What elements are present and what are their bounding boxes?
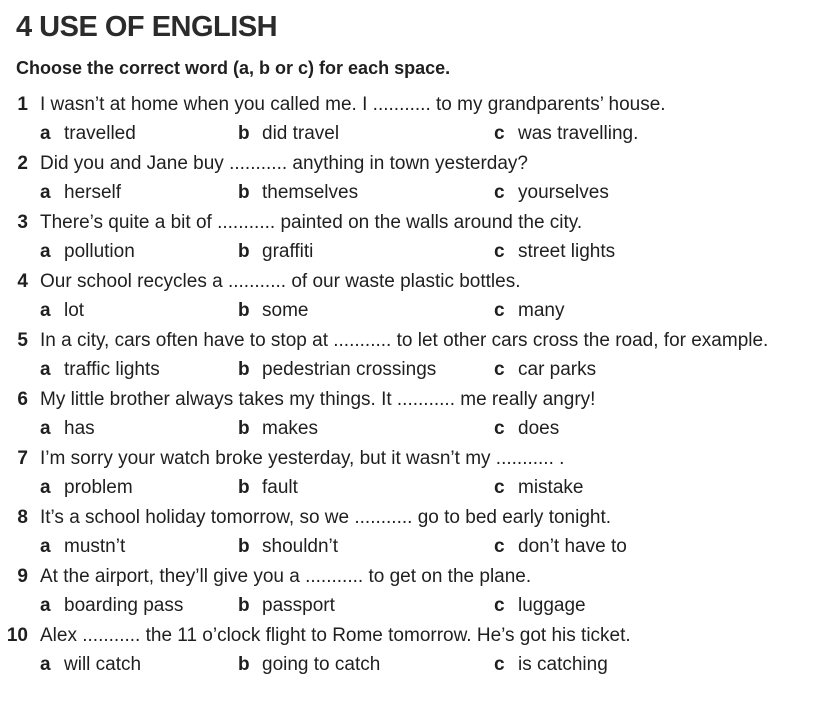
option-text: did travel xyxy=(262,123,340,144)
question-text-before: My little brother always takes my things. It xyxy=(40,389,397,410)
option-letter: a xyxy=(40,123,51,144)
option-c[interactable] xyxy=(494,238,615,265)
option-text: fault xyxy=(262,477,298,498)
question-number: 5 xyxy=(17,330,28,351)
answer-gap[interactable]: ........... xyxy=(354,507,413,528)
question-item xyxy=(0,327,834,386)
option-c[interactable] xyxy=(494,592,586,619)
option-b[interactable] xyxy=(238,120,339,147)
option-a[interactable] xyxy=(40,415,95,442)
question-text-before: I wasn’t at home when you called me. I xyxy=(40,94,373,115)
question-number: 4 xyxy=(17,271,28,292)
answer-gap[interactable]: ........... xyxy=(495,448,554,469)
question-item xyxy=(0,150,834,209)
option-text: passport xyxy=(262,595,335,616)
option-text: lot xyxy=(64,300,85,321)
question-text-after: me really angry! xyxy=(454,389,596,410)
options-line xyxy=(0,297,834,324)
option-text: makes xyxy=(262,418,318,439)
question-item xyxy=(0,386,834,445)
question-text xyxy=(40,445,564,472)
option-text: pollution xyxy=(64,241,135,262)
question-item xyxy=(0,268,834,327)
answer-gap[interactable]: ........... xyxy=(333,330,392,351)
question-text-after: of our waste plastic bottles. xyxy=(286,271,521,292)
question-text-after: to my grandparents’ house. xyxy=(430,94,666,115)
option-b[interactable] xyxy=(238,179,358,206)
question-text xyxy=(40,563,531,590)
options-line xyxy=(0,179,834,206)
option-letter: c xyxy=(494,182,505,203)
option-c[interactable] xyxy=(494,533,627,560)
question-text-before: There’s quite a bit of xyxy=(40,212,218,233)
question-item xyxy=(0,504,834,563)
question-text-before: Our school recycles a xyxy=(40,271,228,292)
question-item xyxy=(0,622,834,681)
option-letter: b xyxy=(238,654,250,675)
option-letter: c xyxy=(494,300,505,321)
option-letter: c xyxy=(494,477,505,498)
option-c[interactable] xyxy=(494,651,608,678)
option-text: don’t have to xyxy=(518,536,627,557)
option-a[interactable] xyxy=(40,356,160,383)
question-item xyxy=(0,91,834,150)
option-letter: c xyxy=(494,123,505,144)
option-b[interactable] xyxy=(238,533,338,560)
question-item xyxy=(0,209,834,268)
options-line xyxy=(0,474,834,501)
question-number: 2 xyxy=(17,153,28,174)
option-letter: b xyxy=(238,418,250,439)
option-b[interactable] xyxy=(238,238,313,265)
option-a[interactable] xyxy=(40,592,183,619)
answer-gap[interactable]: ........... xyxy=(305,566,364,587)
question-text-after: anything in town yesterday? xyxy=(287,153,528,174)
option-letter: a xyxy=(40,536,51,557)
option-c[interactable] xyxy=(494,179,609,206)
question-text-after: to get on the plane. xyxy=(363,566,532,587)
question-text-after: the 11 o’clock flight to Rome tomorrow. He’s got his ticket. xyxy=(140,625,631,646)
option-letter: a xyxy=(40,300,51,321)
question-number: 10 xyxy=(6,625,28,646)
question-text xyxy=(40,91,666,118)
options-line xyxy=(0,120,834,147)
question-item xyxy=(0,445,834,504)
question-text-before: Alex xyxy=(40,625,83,646)
question-number: 8 xyxy=(17,507,28,528)
option-a[interactable] xyxy=(40,533,125,560)
option-c[interactable] xyxy=(494,297,564,324)
instruction-text: Choose the correct word (a, b or c) for each space. xyxy=(16,58,451,78)
option-c[interactable] xyxy=(494,120,638,147)
option-letter: c xyxy=(494,595,505,616)
option-text: mustn’t xyxy=(64,536,126,557)
option-b[interactable] xyxy=(238,474,298,501)
option-letter: b xyxy=(238,123,250,144)
question-text xyxy=(40,386,595,413)
option-text: themselves xyxy=(262,182,359,203)
option-letter: a xyxy=(40,595,51,616)
option-text: luggage xyxy=(518,595,586,616)
option-a[interactable] xyxy=(40,120,136,147)
option-text: traffic lights xyxy=(64,359,160,380)
option-letter: b xyxy=(238,241,250,262)
option-letter: b xyxy=(238,595,250,616)
option-b[interactable] xyxy=(238,297,308,324)
option-c[interactable] xyxy=(494,356,596,383)
option-letter: b xyxy=(238,359,250,380)
option-letter: b xyxy=(238,477,250,498)
options-line xyxy=(0,533,834,560)
option-text: graffiti xyxy=(262,241,314,262)
option-text: car parks xyxy=(518,359,597,380)
option-a[interactable] xyxy=(40,651,141,678)
option-text: herself xyxy=(64,182,122,203)
answer-gap[interactable]: ........... xyxy=(396,389,455,410)
question-text-before: Did you and Jane buy xyxy=(40,153,230,174)
option-text: was travelling. xyxy=(518,123,639,144)
question-text-after: . xyxy=(553,448,565,469)
question-text-before: It’s a school holiday tomorrow, so we xyxy=(40,507,355,528)
option-c[interactable] xyxy=(494,415,559,442)
option-letter: b xyxy=(238,300,250,321)
exercise-title: 4 USE OF ENGLISH xyxy=(16,11,278,43)
option-text: shouldn’t xyxy=(262,536,339,557)
option-text: mistake xyxy=(518,477,584,498)
question-number: 3 xyxy=(17,212,28,233)
option-text: does xyxy=(518,418,560,439)
option-letter: c xyxy=(494,654,505,675)
option-b[interactable] xyxy=(238,592,335,619)
question-text xyxy=(40,504,611,531)
question-text xyxy=(40,268,521,295)
answer-gap[interactable]: ........... xyxy=(82,625,141,646)
option-letter: b xyxy=(238,182,250,203)
question-text-after: go to bed early tonight. xyxy=(412,507,612,528)
option-b[interactable] xyxy=(238,651,380,678)
answer-gap[interactable]: ........... xyxy=(229,153,288,174)
option-text: street lights xyxy=(518,241,616,262)
option-text: some xyxy=(262,300,309,321)
question-text-before: I’m sorry your watch broke yesterday, but it wasn’t my xyxy=(40,448,496,469)
options-line xyxy=(0,415,834,442)
option-text: yourselves xyxy=(518,182,609,203)
options-line xyxy=(0,238,834,265)
question-number: 9 xyxy=(17,566,28,587)
answer-gap[interactable]: ........... xyxy=(217,212,276,233)
option-text: travelled xyxy=(64,123,136,144)
option-b[interactable] xyxy=(238,356,436,383)
question-number: 1 xyxy=(17,94,28,115)
question-text xyxy=(40,327,768,354)
option-letter: b xyxy=(238,536,250,557)
question-text xyxy=(40,622,631,649)
option-letter: c xyxy=(494,418,505,439)
question-text-before: At the airport, they’ll give you a xyxy=(40,566,306,587)
question-text xyxy=(40,150,528,177)
options-line xyxy=(0,651,834,678)
option-c[interactable] xyxy=(494,474,583,501)
option-text: many xyxy=(518,300,565,321)
option-letter: c xyxy=(494,241,505,262)
option-a[interactable] xyxy=(40,297,84,324)
question-text-after: painted on the walls around the city. xyxy=(275,212,583,233)
option-text: will catch xyxy=(64,654,142,675)
option-letter: a xyxy=(40,477,51,498)
option-letter: a xyxy=(40,654,51,675)
option-letter: c xyxy=(494,536,505,557)
option-text: problem xyxy=(64,477,133,498)
option-text: is catching xyxy=(518,654,608,675)
option-text: going to catch xyxy=(262,654,381,675)
option-text: boarding pass xyxy=(64,595,184,616)
question-text-after: to let other cars cross the road, for example. xyxy=(391,330,769,351)
option-letter: a xyxy=(40,182,51,203)
option-letter: c xyxy=(494,359,505,380)
question-number: 7 xyxy=(17,448,28,469)
options-line xyxy=(0,592,834,619)
answer-gap[interactable]: ........... xyxy=(372,94,431,115)
option-text: has xyxy=(64,418,95,439)
question-list xyxy=(0,91,834,681)
option-letter: a xyxy=(40,241,51,262)
option-a[interactable] xyxy=(40,179,121,206)
option-a[interactable] xyxy=(40,238,135,265)
option-b[interactable] xyxy=(238,415,318,442)
question-number: 6 xyxy=(17,389,28,410)
option-letter: a xyxy=(40,359,51,380)
question-text xyxy=(40,209,582,236)
option-letter: a xyxy=(40,418,51,439)
option-text: pedestrian crossings xyxy=(262,359,437,380)
option-a[interactable] xyxy=(40,474,133,501)
options-line xyxy=(0,356,834,383)
answer-gap[interactable]: ........... xyxy=(227,271,287,292)
question-item xyxy=(0,563,834,622)
question-text-before: In a city, cars often have to stop at xyxy=(40,330,334,351)
